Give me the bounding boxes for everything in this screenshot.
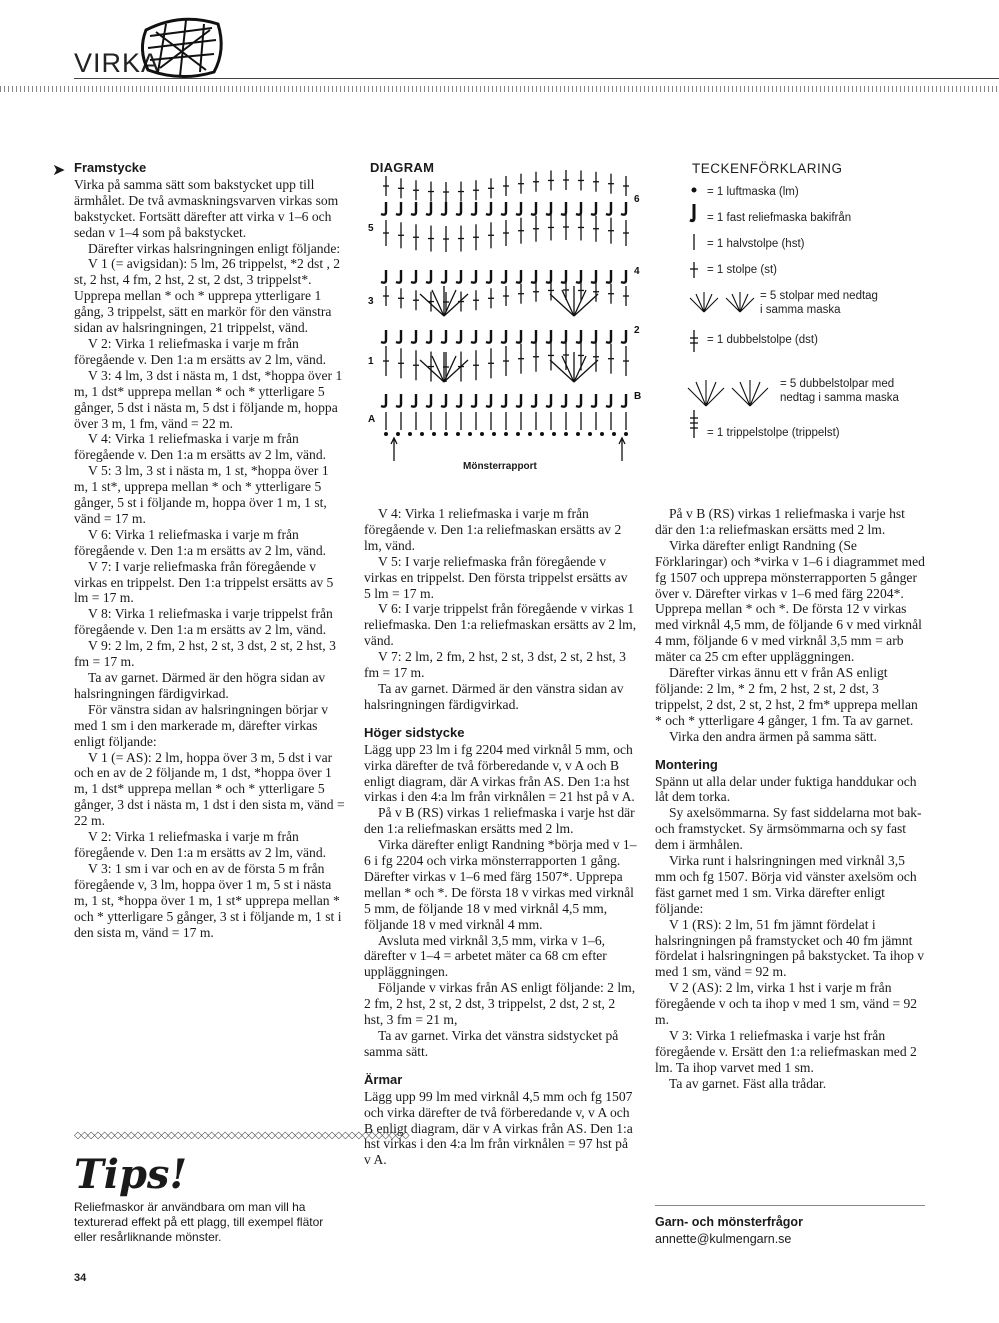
relief-mark [546, 270, 551, 283]
row-label-right: B [634, 391, 642, 402]
chain-dot [564, 432, 568, 436]
relief-mark [516, 202, 521, 215]
relief-mark [606, 270, 611, 283]
relief-mark [456, 202, 461, 215]
chain-stitch-icon [692, 188, 697, 193]
paragraph: Spänn ut alla delar under fuktiga handdukar och låt dem torka. [655, 773, 917, 805]
relief-mark [516, 394, 521, 407]
paragraph: Därefter virkas halsringningen enligt följande: [88, 240, 341, 256]
relief-mark [591, 394, 596, 407]
relief-mark [606, 394, 611, 407]
fan-mark [420, 360, 444, 382]
contact-divider [655, 1205, 925, 1206]
relief-mark [501, 270, 506, 283]
relief-mark [396, 394, 401, 407]
paragraph: Ta av garnet. Virka det vänstra sidstycket på samma sätt. [364, 1028, 619, 1059]
relief-mark [546, 330, 551, 343]
page-number: 34 [74, 1272, 87, 1284]
diagram-caption: Mönsterrapport [463, 461, 537, 472]
chain-dot [456, 432, 460, 436]
heading-armar: Ärmar [364, 1071, 403, 1087]
paragraph: Virka på samma sätt som bakstycket upp till ärmhålet. De två avmaskningsvarven virkas som bakstycket. Fortsätt därefter att virka v 1–6 och sedan v 1–4 som på bakstycket. [74, 176, 339, 240]
chain-dot [624, 432, 628, 436]
relief-mark [531, 330, 536, 343]
paragraph: V 6: I varje trippelst från föregående v virkas 1 reliefmaska. Den 1:a reliefmaskan ersätts av 2 lm, vänd. [364, 601, 637, 649]
relief-mark [471, 330, 476, 343]
paragraph: Följande v virkas från AS enligt följande: 2 lm, 2 fm, 2 hst, 2 st, 2 dst, 3 trippelst, 2 dst, 2 st, 2 hst, 3 fm = 21 m, [364, 980, 636, 1028]
legend-item: = 1 trippelstolpe (trippelst) [707, 427, 840, 439]
relief-mark [561, 270, 566, 283]
chain-dot [420, 432, 424, 436]
relief-mark [426, 202, 431, 215]
chain-dot [384, 432, 388, 436]
paragraph: Ta av garnet. Därmed är den högra sidan av halsringningen färdigvirkad. [74, 670, 326, 701]
relief-mark [606, 202, 611, 215]
legend-item: = 5 dubbelstolpar med nedtag i samma maska [780, 378, 899, 404]
relief-mark [426, 270, 431, 283]
legend-item: = 1 luftmaska (lm) [707, 186, 799, 198]
relief-mark [396, 330, 401, 343]
relief-mark [531, 202, 536, 215]
relief-mark [591, 270, 596, 283]
relief-mark [411, 270, 416, 283]
column-2 [364, 506, 637, 1168]
section-arrow-icon: ➤ [52, 162, 66, 179]
tips-text: Reliefmaskor är användbara om man vill ha texturerad effekt på ett plagg, till exempel flätor eller resårliknande mönster. [74, 1200, 324, 1244]
diagram-title: DIAGRAM [370, 160, 435, 175]
paragraph: Virka därefter enligt Randning *börja med v 1–6 i fg 2204 och virka mönsterrapporten 1 gång. Därefter virkas v 1–6 med färg 1507*. Upprepa mellan * och *. De första 18 v virkas med virknål 5 mm, de följande 18 v med virknål 4,5 mm, följande 18 v med virknål 4 mm. [364, 837, 637, 932]
paragraph: V 1 (= AS): 2 lm, hoppa över 3 m, 5 dst i var och en av de 2 följande m, 1 dst, *hoppa över 1 m, 1 dst* upprepa mellan * och * ytterligare 5 gånger, 3 dst i nästa m, 1 dst i den sista m, vänd = 22 m. [74, 749, 345, 829]
header-dotted-border [0, 86, 999, 92]
paragraph: Lägg upp 99 lm med virknål 4,5 mm och fg 1507 och virka därefter de två förberedande v, v A och B enligt diagram, där v A virkas från AS. Den 1:a hst virkas i den 4:a lm från virknålen = 97 hst på v A. [364, 1088, 633, 1168]
relief-mark [381, 394, 386, 407]
relief-mark [606, 330, 611, 343]
heading-hoger-sidstycke: Höger sidstycke [364, 724, 465, 740]
paragraph: V 3: Virka 1 reliefmaska i varje hst från föregående v. Ersätt den 1:a reliefmaskan med 2 lm. Ta ihop varvet med 1 sm. [655, 1028, 917, 1075]
relief-mark [441, 270, 446, 283]
legend-title: TECKENFÖRKLARING [692, 161, 843, 176]
fan-mark [432, 356, 444, 382]
paragraph: Ta av garnet. Fäst alla trådar. [669, 1075, 827, 1091]
relief-mark [546, 202, 551, 215]
relief-mark [411, 330, 416, 343]
column-1 [74, 160, 346, 940]
fan-mark [420, 294, 444, 316]
tips-title: Tips! [74, 1151, 188, 1198]
relief-mark [426, 394, 431, 407]
row-label-left: A [368, 414, 376, 425]
paragraph: V 5: I varje reliefmaska från föregående v virkas en trippelst. Den första trippelst ersätts av 5 lm = 17 m. [364, 553, 628, 601]
chain-dot [612, 432, 616, 436]
chain-dot [444, 432, 448, 436]
paragraph: V 1 (= avigsidan): 5 lm, 26 trippelst, *2 dst , 2 st, 2 hst, 4 fm, 2 hst, 2 st, 2 dst, 3 trippelst*. Upprepa mellan * och * upprepa ytterligare 1 gång, 3 trippelst, sätt en markör för den vänstra sidan av halsringningen, 21 trippelst, vänd. [74, 256, 341, 336]
relief-mark [576, 394, 581, 407]
chain-dot [408, 432, 412, 436]
row-label-right: 4 [634, 266, 640, 277]
yarn-ball-icon [136, 10, 226, 80]
relief-mark [591, 330, 596, 343]
fan-mark [550, 294, 574, 316]
relief-mark [591, 202, 596, 215]
five-treble-fan-icon [688, 380, 768, 406]
paragraph: Därefter virkas ännu ett v från AS enligt följande: 2 lm, * 2 fm, 2 hst, 2 st, 2 dst, 3 trippelst, 2 dst, 2 st, 2 hst, 2 fm* upprepa mellan * och * ytterligare 4 gånger, 1 fm. Ta av garnet. [655, 665, 918, 728]
paragraph: Virka den andra ärmen på samma sätt. [669, 728, 877, 744]
row-label-right: 2 [634, 325, 640, 336]
chain-dot [396, 432, 400, 436]
tips-divider: ◇◇◇◇◇◇◇◇◇◇◇◇◇◇◇◇◇◇◇◇◇◇◇◇◇◇◇◇◇◇◇◇◇◇◇◇◇◇◇◇◇◇◇◇◇◇◇◇◇◇ [74, 1130, 409, 1141]
contact-email[interactable]: annette@kulmengarn.se [655, 1232, 792, 1246]
five-double-fan-icon [690, 292, 754, 312]
paragraph: V 9: 2 lm, 2 fm, 2 hst, 2 st, 3 dst, 2 st, 2 hst, 3 fm = 17 m. [74, 638, 336, 670]
chain-dot [528, 432, 532, 436]
relief-mark [456, 330, 461, 343]
relief-mark [561, 330, 566, 343]
paragraph: V 3: 4 lm, 3 dst i nästa m, 1 dst, *hoppa över 1 m, 1 dst* upprepa mellan * och * ytterligare 5 gånger, 5 dst i nästa m, 5 dst i följande m, hoppa över 3 m, 1 fm, vänd = 22 m. [74, 367, 343, 431]
chain-dot [540, 432, 544, 436]
relief-mark [621, 270, 626, 283]
relief-mark [456, 394, 461, 407]
paragraph: V 2: Virka 1 reliefmaska i varje m från föregående v. Den 1:a m ersätts av 2 lm, vänd. [74, 335, 327, 367]
chain-dot [468, 432, 472, 436]
relief-mark [546, 394, 551, 407]
paragraph: Avsluta med virknål 3,5 mm, virka v 1–6, därefter v 1–4 = arbetet mäter ca 68 cm efter uppläggningen. [364, 932, 607, 980]
relief-mark [471, 202, 476, 215]
paragraph: V 3: 1 sm i var och en av de första 5 m från föregående v, 3 lm, hoppa över 1 m, 5 st i nästa m, 1 st, *hoppa över 1 m, 1 st* upprepa mellan * och * ytterligare 5 gånger, 3 st i följande m, 1 st i den sista m, vänd = 17 m. [74, 860, 342, 940]
relief-mark [411, 202, 416, 215]
chain-dot [600, 432, 604, 436]
relief-mark [411, 394, 416, 407]
relief-mark [426, 330, 431, 343]
relief-mark [576, 202, 581, 215]
fan-mark [432, 290, 444, 316]
paragraph: Ta av garnet. Därmed är den vänstra sidan av halsringningen färdigvirkad. [364, 680, 624, 712]
relief-mark [486, 394, 491, 407]
chain-dot [492, 432, 496, 436]
paragraph: V 7: 2 lm, 2 fm, 2 hst, 2 st, 3 dst, 2 st, 2 hst, 3 fm = 17 m. [364, 649, 626, 681]
relief-mark [486, 270, 491, 283]
relief-mark [381, 270, 386, 283]
paragraph: Virka därefter enligt Randning (Se Förklaringar) och *virka v 1–6 i diagrammet med fg 1507 och upprepa mönsterrapporten 5 gånger över v. Därefter virkas v 1–6 med färg 2204*. Upprepa mellan * och *. De första 12 v virkas med virknål 4,5 mm, de följande 6 v med virknål 4 mm, följande 6 v med virknål 3,5 mm = arb mäter ca 25 cm efter uppläggningen. [655, 537, 925, 665]
heading-montering: Montering [655, 756, 718, 772]
relief-mark [621, 330, 626, 343]
chain-dot [432, 432, 436, 436]
relief-mark [471, 394, 476, 407]
relief-mark [501, 202, 506, 215]
row-label-left: 3 [368, 296, 374, 307]
relief-mark [576, 270, 581, 283]
relief-mark [501, 330, 506, 343]
paragraph: Virka runt i halsringningen med virknål 3,5 mm och fg 1507. Börja vid vänster axelsöm och fäst garnet med 1 sm. Virka därefter enligt följande: [655, 853, 917, 916]
row-label-right: 6 [634, 194, 640, 205]
fan-mark [444, 294, 468, 316]
relief-mark [441, 202, 446, 215]
heading-framstycke: Framstycke [74, 160, 147, 175]
chain-dot [480, 432, 484, 436]
chain-dot [504, 432, 508, 436]
chain-dot [552, 432, 556, 436]
relief-mark [516, 330, 521, 343]
relief-mark [486, 202, 491, 215]
contact-heading: Garn- och mönsterfrågor [655, 1215, 803, 1229]
relief-mark [381, 330, 386, 343]
relief-mark [576, 330, 581, 343]
row-label-left: 1 [368, 356, 374, 367]
fan-mark [550, 360, 574, 382]
legend-item: = 1 dubbelstolpe (dst) [707, 334, 818, 346]
fan-mark [562, 290, 574, 316]
header-divider [74, 78, 999, 79]
crochet-diagram [364, 176, 654, 461]
paragraph: V 7: I varje reliefmaska från föregående v virkas en trippelst. Den 1:a trippelst ersätts av 5 lm = 17 m. [74, 558, 334, 606]
fan-mark [574, 290, 586, 316]
relief-mark [471, 270, 476, 283]
paragraph: V 1 (RS): 2 lm, 51 fm jämnt fördelat i halsringningen på framstycket och 40 fm jämnt fördelat i halsringningen på bakstycket. Ta ihop v med 1 sm, vänd = 92 m. [655, 916, 925, 980]
paragraph: På v B (RS) virkas 1 reliefmaska i varje hst där den 1:a reliefmaskan ersätts med 2 lm. [364, 805, 635, 837]
paragraph: För vänstra sidan av halsringningen börjar v med 1 sm i den markerade m, därefter virkas enligt följande: [74, 701, 329, 749]
relief-mark [621, 202, 626, 215]
relief-stitch-icon [690, 204, 694, 221]
row-label-left: 5 [368, 223, 374, 234]
relief-mark [486, 330, 491, 343]
relief-mark [531, 394, 536, 407]
column-3 [655, 506, 925, 1092]
paragraph: V 8: Virka 1 reliefmaska i varje trippelst från föregående v. Den 1:a m ersätts av 2 lm, vänd. [74, 606, 333, 638]
paragraph: V 2: Virka 1 reliefmaska i varje m från föregående v. Den 1:a m ersätts av 2 lm, vänd. [74, 829, 327, 860]
relief-mark [441, 330, 446, 343]
relief-mark [621, 394, 626, 407]
relief-mark [561, 202, 566, 215]
chain-dot [576, 432, 580, 436]
relief-mark [516, 270, 521, 283]
chain-dot [516, 432, 520, 436]
paragraph: V 5: 3 lm, 3 st i nästa m, 1 st, *hoppa över 1 m, 1 st*, upprepa mellan * och * ytterligare 5 gånger, 5 st i följande m, hoppa över 1 m, 1 st, vänd = 17 m. [74, 463, 329, 526]
fan-mark [574, 356, 586, 382]
paragraph: V 4: Virka 1 reliefmaska i varje m från föregående v. Den 1:a m ersätts av 2 lm, vänd. [74, 431, 327, 463]
paragraph: Sy axelsömmarna. Sy fast siddelarna mot bak- och framstycket. Sy ärmsömmarna och sy fast dem i ärmhålen. [655, 805, 922, 853]
fan-mark [562, 356, 574, 382]
relief-mark [531, 270, 536, 283]
relief-mark [501, 394, 506, 407]
section-title: VIRKA [74, 48, 161, 78]
paragraph: Lägg upp 23 lm i fg 2204 med virknål 5 mm, och virka därefter de två förberedande v, v A och B enligt diagram, där A virkas från AS. Den 1:a hst virkas i den 4:a lm från virknålen = 21 hst på v A. [364, 741, 635, 805]
relief-mark [456, 270, 461, 283]
legend-item: = 5 stolpar med nedtag i samma maska [760, 290, 878, 316]
relief-mark [441, 394, 446, 407]
paragraph: V 2 (AS): 2 lm, virka 1 hst i varje m från föregående v och ta ihop v med 1 sm, vänd = 92 m. [655, 980, 918, 1028]
legend-item: = 1 halvstolpe (hst) [707, 238, 805, 250]
paragraph: V 4: Virka 1 reliefmaska i varje m från föregående v. Den 1:a reliefmaskan ersätts av 2 lm, vänd. [364, 506, 622, 553]
paragraph: V 6: Virka 1 reliefmaska i varje m från föregående v. Den 1:a m ersätts av 2 lm, vänd. [74, 526, 327, 558]
relief-mark [381, 202, 386, 215]
chain-dot [588, 432, 592, 436]
relief-mark [396, 202, 401, 215]
legend-item: = 1 fast reliefmaska bakifrån [707, 212, 852, 224]
fan-mark [574, 294, 598, 316]
relief-mark [396, 270, 401, 283]
paragraph: På v B (RS) virkas 1 reliefmaska i varje hst där den 1:a reliefmaskan ersätts med 2 lm. [655, 506, 905, 537]
legend-item: = 1 stolpe (st) [707, 264, 777, 276]
fan-mark [444, 360, 468, 382]
relief-mark [561, 394, 566, 407]
fan-mark [574, 360, 598, 382]
